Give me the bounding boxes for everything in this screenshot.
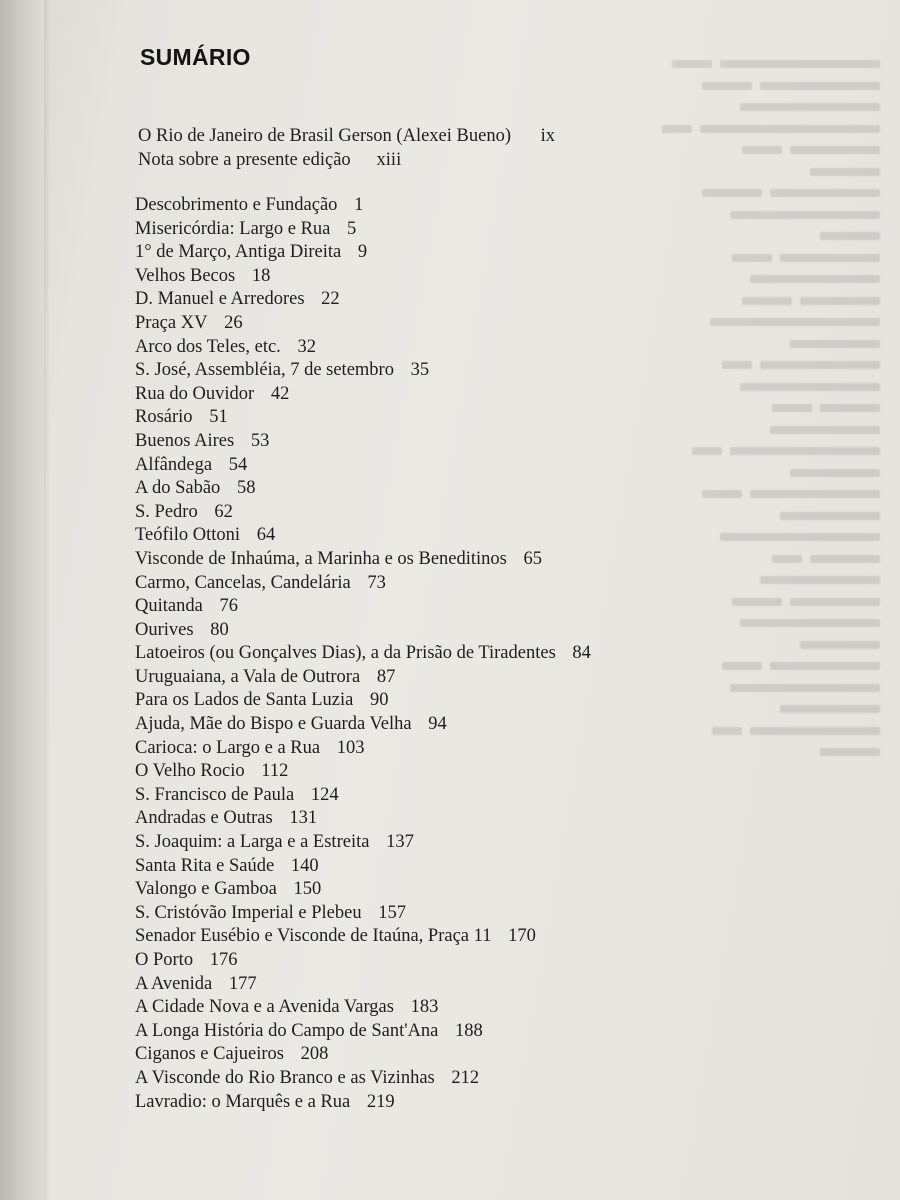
show-through-mark bbox=[702, 189, 762, 197]
toc-entry-title: S. Pedro bbox=[135, 501, 198, 522]
show-through-line bbox=[560, 54, 880, 76]
table-of-contents bbox=[135, 194, 591, 1114]
toc-entry-title: Praça XV bbox=[135, 312, 208, 333]
toc-entry bbox=[138, 148, 555, 172]
toc-entry-title: Santa Rita e Saúde bbox=[135, 855, 275, 876]
toc-entry bbox=[135, 265, 591, 289]
toc-entry bbox=[135, 689, 591, 713]
toc-entry bbox=[135, 642, 591, 666]
toc-entry-page: 90 bbox=[369, 690, 389, 711]
toc-entry-page: 137 bbox=[386, 832, 414, 853]
toc-entry-title: Visconde de Inhaúma, a Marinha e os Beneditinos bbox=[135, 548, 507, 569]
toc-entry-page: 177 bbox=[228, 973, 257, 994]
show-through-line bbox=[560, 291, 880, 313]
show-through-line bbox=[560, 742, 880, 764]
show-through-mark bbox=[770, 426, 880, 434]
toc-entry-page: 84 bbox=[572, 643, 591, 664]
toc-entry-page: 22 bbox=[321, 289, 340, 310]
show-through-mark bbox=[700, 125, 880, 133]
show-through-line bbox=[560, 248, 880, 270]
show-through-mark bbox=[720, 60, 880, 68]
show-through-line bbox=[560, 506, 880, 528]
toc-entry-title: A Longa História do Campo de Sant'Ana bbox=[135, 1020, 439, 1041]
show-through-mark bbox=[720, 533, 880, 541]
show-through-mark bbox=[750, 275, 880, 283]
toc-entry-title: Senador Eusébio e Visconde de Itaúna, Praça 11 bbox=[135, 926, 492, 947]
show-through-line bbox=[560, 355, 880, 377]
toc-entry bbox=[135, 902, 591, 926]
toc-entry bbox=[135, 619, 591, 643]
toc-entry-page: 183 bbox=[410, 997, 439, 1018]
show-through-mark bbox=[820, 748, 880, 756]
toc-entry-page: 9 bbox=[357, 242, 368, 263]
show-through-line bbox=[560, 635, 880, 657]
toc-entry-page: 76 bbox=[219, 596, 238, 617]
toc-entry-page: 54 bbox=[228, 454, 248, 475]
toc-entry-title: O Rio de Janeiro de Brasil Gerson (Alexei Bueno) bbox=[138, 126, 511, 146]
toc-entry-title: A Cidade Nova e a Avenida Vargas bbox=[135, 997, 394, 1018]
show-through-mark bbox=[710, 318, 880, 326]
show-through-mark bbox=[702, 82, 752, 90]
toc-entry-title: Alfândega bbox=[135, 454, 213, 475]
toc-entry bbox=[135, 336, 591, 360]
show-through-line bbox=[560, 549, 880, 571]
show-through-mark bbox=[772, 404, 812, 412]
toc-entry-title: O Velho Rocio bbox=[135, 761, 245, 782]
toc-entry-title: 1° de Março, Antiga Direita bbox=[135, 242, 342, 263]
toc-entry bbox=[135, 1020, 591, 1044]
toc-entry-page: xiii bbox=[376, 150, 402, 170]
show-through-line bbox=[560, 420, 880, 442]
show-through-mark bbox=[722, 361, 752, 369]
show-through-line bbox=[560, 678, 880, 700]
toc-entry-title: Quitanda bbox=[135, 596, 203, 617]
toc-entry-page: 32 bbox=[297, 336, 316, 357]
show-through-line bbox=[560, 119, 880, 141]
toc-entry bbox=[135, 737, 591, 761]
toc-entry-title: A Visconde do Rio Branco e as Vizinhas bbox=[135, 1067, 435, 1088]
toc-entry-title: Lavradio: o Marquês e a Rua bbox=[135, 1091, 351, 1112]
show-through-mark bbox=[750, 490, 880, 498]
show-through-mark bbox=[750, 727, 880, 735]
show-through-line bbox=[560, 398, 880, 420]
toc-entry bbox=[135, 524, 591, 548]
toc-entry bbox=[135, 1091, 591, 1115]
show-through-line bbox=[560, 484, 880, 506]
toc-entry-title: Descobrimento e Fundação bbox=[135, 195, 338, 215]
toc-entry-title: Carioca: o Largo e a Rua bbox=[135, 737, 321, 758]
toc-entry bbox=[135, 572, 591, 596]
show-through-mark bbox=[672, 60, 712, 68]
show-through-mark bbox=[770, 662, 880, 670]
toc-entry bbox=[135, 760, 591, 784]
show-through-line bbox=[560, 570, 880, 592]
show-through-mark bbox=[702, 490, 742, 498]
toc-entry-title: A do Sabão bbox=[135, 478, 221, 499]
show-through-line bbox=[560, 312, 880, 334]
show-through-mark bbox=[742, 297, 792, 305]
show-through-line bbox=[560, 463, 880, 485]
toc-entry-page: ix bbox=[540, 126, 555, 146]
toc-entry bbox=[135, 878, 591, 902]
toc-entry bbox=[135, 973, 591, 997]
show-through-line bbox=[560, 527, 880, 549]
show-through-mark bbox=[760, 576, 880, 584]
show-through-mark bbox=[790, 469, 880, 477]
toc-entry-title: Uruguaiana, a Vala de Outrora bbox=[135, 666, 361, 687]
show-through-mark bbox=[740, 619, 880, 627]
toc-entry-title: Rua do Ouvidor bbox=[135, 383, 255, 404]
toc-entry-page: 42 bbox=[270, 383, 290, 404]
toc-entry bbox=[135, 996, 591, 1020]
show-through-mark bbox=[760, 361, 880, 369]
toc-entry bbox=[135, 477, 591, 501]
show-through-line bbox=[560, 205, 880, 227]
toc-entry-page: 64 bbox=[256, 525, 276, 546]
show-through-mark bbox=[760, 82, 880, 90]
toc-entry bbox=[135, 595, 591, 619]
show-through-line bbox=[560, 76, 880, 98]
show-through-mark bbox=[740, 383, 880, 391]
toc-entry bbox=[135, 359, 591, 383]
toc-entry bbox=[135, 1043, 591, 1067]
toc-entry bbox=[135, 925, 591, 949]
show-through-mark bbox=[722, 662, 762, 670]
toc-entry-page: 53 bbox=[250, 430, 270, 451]
toc-entry-page: 103 bbox=[336, 737, 365, 758]
toc-entry-page: 219 bbox=[366, 1091, 395, 1112]
toc-entry bbox=[135, 312, 591, 336]
toc-entry-page: 188 bbox=[455, 1020, 483, 1041]
show-through-mark bbox=[780, 254, 880, 262]
toc-entry-title: Rosário bbox=[135, 407, 193, 428]
toc-entry-page: 80 bbox=[210, 619, 229, 640]
toc-entry-page: 150 bbox=[293, 879, 322, 900]
show-through-mark bbox=[790, 340, 880, 348]
toc-entry-page: 131 bbox=[289, 808, 318, 829]
show-through-mark bbox=[730, 684, 880, 692]
toc-entry-title: A Avenida bbox=[135, 973, 213, 994]
show-through-mark bbox=[730, 447, 880, 455]
toc-entry-title: Misericórdia: Largo e Rua bbox=[135, 218, 331, 239]
page-gutter-shadow bbox=[44, 0, 50, 1200]
show-through-line bbox=[560, 699, 880, 721]
toc-entry-page: 124 bbox=[310, 784, 339, 805]
toc-entry-title: Andradas e Outras bbox=[135, 808, 273, 829]
toc-entry bbox=[135, 430, 591, 454]
show-through-line bbox=[560, 441, 880, 463]
toc-entry-title: S. Cristóvão Imperial e Plebeu bbox=[135, 902, 362, 923]
toc-entry-title: Carmo, Cancelas, Candelária bbox=[135, 572, 351, 593]
show-through-line bbox=[560, 226, 880, 248]
toc-entry-page: 212 bbox=[451, 1067, 480, 1088]
toc-entry bbox=[135, 855, 591, 879]
show-through-mark bbox=[800, 297, 880, 305]
toc-entry-page: 5 bbox=[347, 218, 357, 239]
toc-entry-title: Ourives bbox=[135, 619, 194, 640]
toc-entry bbox=[135, 454, 591, 478]
toc-entry-title: S. Joaquim: a Larga e a Estreita bbox=[135, 832, 370, 853]
toc-entry-page: 176 bbox=[209, 950, 238, 970]
toc-entry-page: 51 bbox=[209, 407, 228, 428]
show-through-text bbox=[560, 54, 880, 834]
toc-entry-page: 140 bbox=[290, 855, 319, 876]
show-through-line bbox=[560, 377, 880, 399]
show-through-mark bbox=[790, 146, 880, 154]
toc-entry-title: O Porto bbox=[135, 950, 194, 970]
show-through-mark bbox=[742, 146, 782, 154]
toc-entry bbox=[135, 194, 591, 218]
toc-entry bbox=[138, 124, 555, 148]
show-through-mark bbox=[740, 103, 880, 111]
show-through-line bbox=[560, 183, 880, 205]
toc-entry-title: S. Francisco de Paula bbox=[135, 784, 295, 805]
show-through-line bbox=[560, 721, 880, 743]
toc-entry-page: 1 bbox=[354, 195, 364, 215]
toc-entry-page: 62 bbox=[214, 501, 233, 522]
intro-list bbox=[138, 124, 555, 172]
toc-entry-page: 112 bbox=[261, 761, 289, 782]
show-through-line bbox=[560, 97, 880, 119]
toc-entry bbox=[135, 501, 591, 525]
toc-entry bbox=[135, 807, 591, 831]
toc-entry-title: Buenos Aires bbox=[135, 430, 235, 451]
show-through-mark bbox=[692, 447, 722, 455]
toc-entry-page: 87 bbox=[376, 666, 396, 687]
toc-entry-page: 35 bbox=[410, 360, 430, 381]
toc-entry-title: D. Manuel e Arredores bbox=[135, 289, 305, 310]
toc-entry-title: Nota sobre a presente edição bbox=[138, 150, 351, 170]
toc-entry bbox=[135, 218, 591, 242]
show-through-mark bbox=[770, 189, 880, 197]
toc-entry-title: Teófilo Ottoni bbox=[135, 525, 241, 546]
toc-entry-page: 73 bbox=[367, 572, 386, 593]
toc-entry-page: 94 bbox=[428, 714, 447, 735]
show-through-line bbox=[560, 269, 880, 291]
toc-entry bbox=[135, 548, 591, 572]
show-through-line bbox=[560, 592, 880, 614]
toc-entry-page: 208 bbox=[300, 1044, 329, 1065]
toc-entry bbox=[135, 713, 591, 737]
toc-entry-page: 170 bbox=[508, 926, 536, 947]
book-binding bbox=[0, 0, 44, 1200]
toc-entry-title: Velhos Becos bbox=[135, 265, 236, 286]
show-through-line bbox=[560, 334, 880, 356]
show-through-mark bbox=[712, 727, 742, 735]
show-through-line bbox=[560, 656, 880, 678]
toc-entry bbox=[135, 383, 591, 407]
show-through-line bbox=[560, 162, 880, 184]
toc-entry bbox=[135, 666, 591, 690]
toc-entry-page: 157 bbox=[378, 902, 406, 923]
show-through-mark bbox=[820, 232, 880, 240]
toc-entry-title: Arco dos Teles, etc. bbox=[135, 336, 281, 357]
toc-entry-title: Ajuda, Mãe do Bispo e Guarda Velha bbox=[135, 714, 412, 735]
toc-entry-page: 18 bbox=[251, 265, 271, 286]
toc-entry bbox=[135, 241, 591, 265]
toc-entry bbox=[135, 288, 591, 312]
show-through-mark bbox=[790, 598, 880, 606]
toc-entry-title: S. José, Assembléia, 7 de setembro bbox=[135, 360, 394, 381]
show-through-line bbox=[560, 140, 880, 162]
toc-entry-title: Ciganos e Cajueiros bbox=[135, 1044, 285, 1065]
toc-entry bbox=[135, 1067, 591, 1091]
show-through-mark bbox=[820, 404, 880, 412]
toc-entry bbox=[135, 949, 591, 973]
toc-entry-page: 58 bbox=[236, 478, 256, 499]
show-through-line bbox=[560, 613, 880, 635]
show-through-mark bbox=[780, 512, 880, 520]
show-through-mark bbox=[800, 641, 880, 649]
toc-entry bbox=[135, 831, 591, 855]
show-through-mark bbox=[810, 555, 880, 563]
show-through-mark bbox=[780, 705, 880, 713]
toc-entry bbox=[135, 784, 591, 808]
page-title: SUMÁRIO bbox=[140, 44, 251, 70]
toc-entry bbox=[135, 406, 591, 430]
toc-entry-title: Latoeiros (ou Gonçalves Dias), a da Prisão de Tiradentes bbox=[135, 643, 556, 664]
show-through-mark bbox=[732, 254, 772, 262]
show-through-mark bbox=[810, 168, 880, 176]
toc-entry-title: Para os Lados de Santa Luzia bbox=[135, 690, 354, 711]
show-through-mark bbox=[730, 211, 880, 219]
toc-entry-page: 26 bbox=[224, 312, 243, 333]
show-through-mark bbox=[662, 125, 692, 133]
show-through-mark bbox=[772, 555, 802, 563]
show-through-mark bbox=[732, 598, 782, 606]
toc-entry-page: 65 bbox=[523, 548, 543, 569]
toc-entry-title: Valongo e Gamboa bbox=[135, 879, 277, 900]
